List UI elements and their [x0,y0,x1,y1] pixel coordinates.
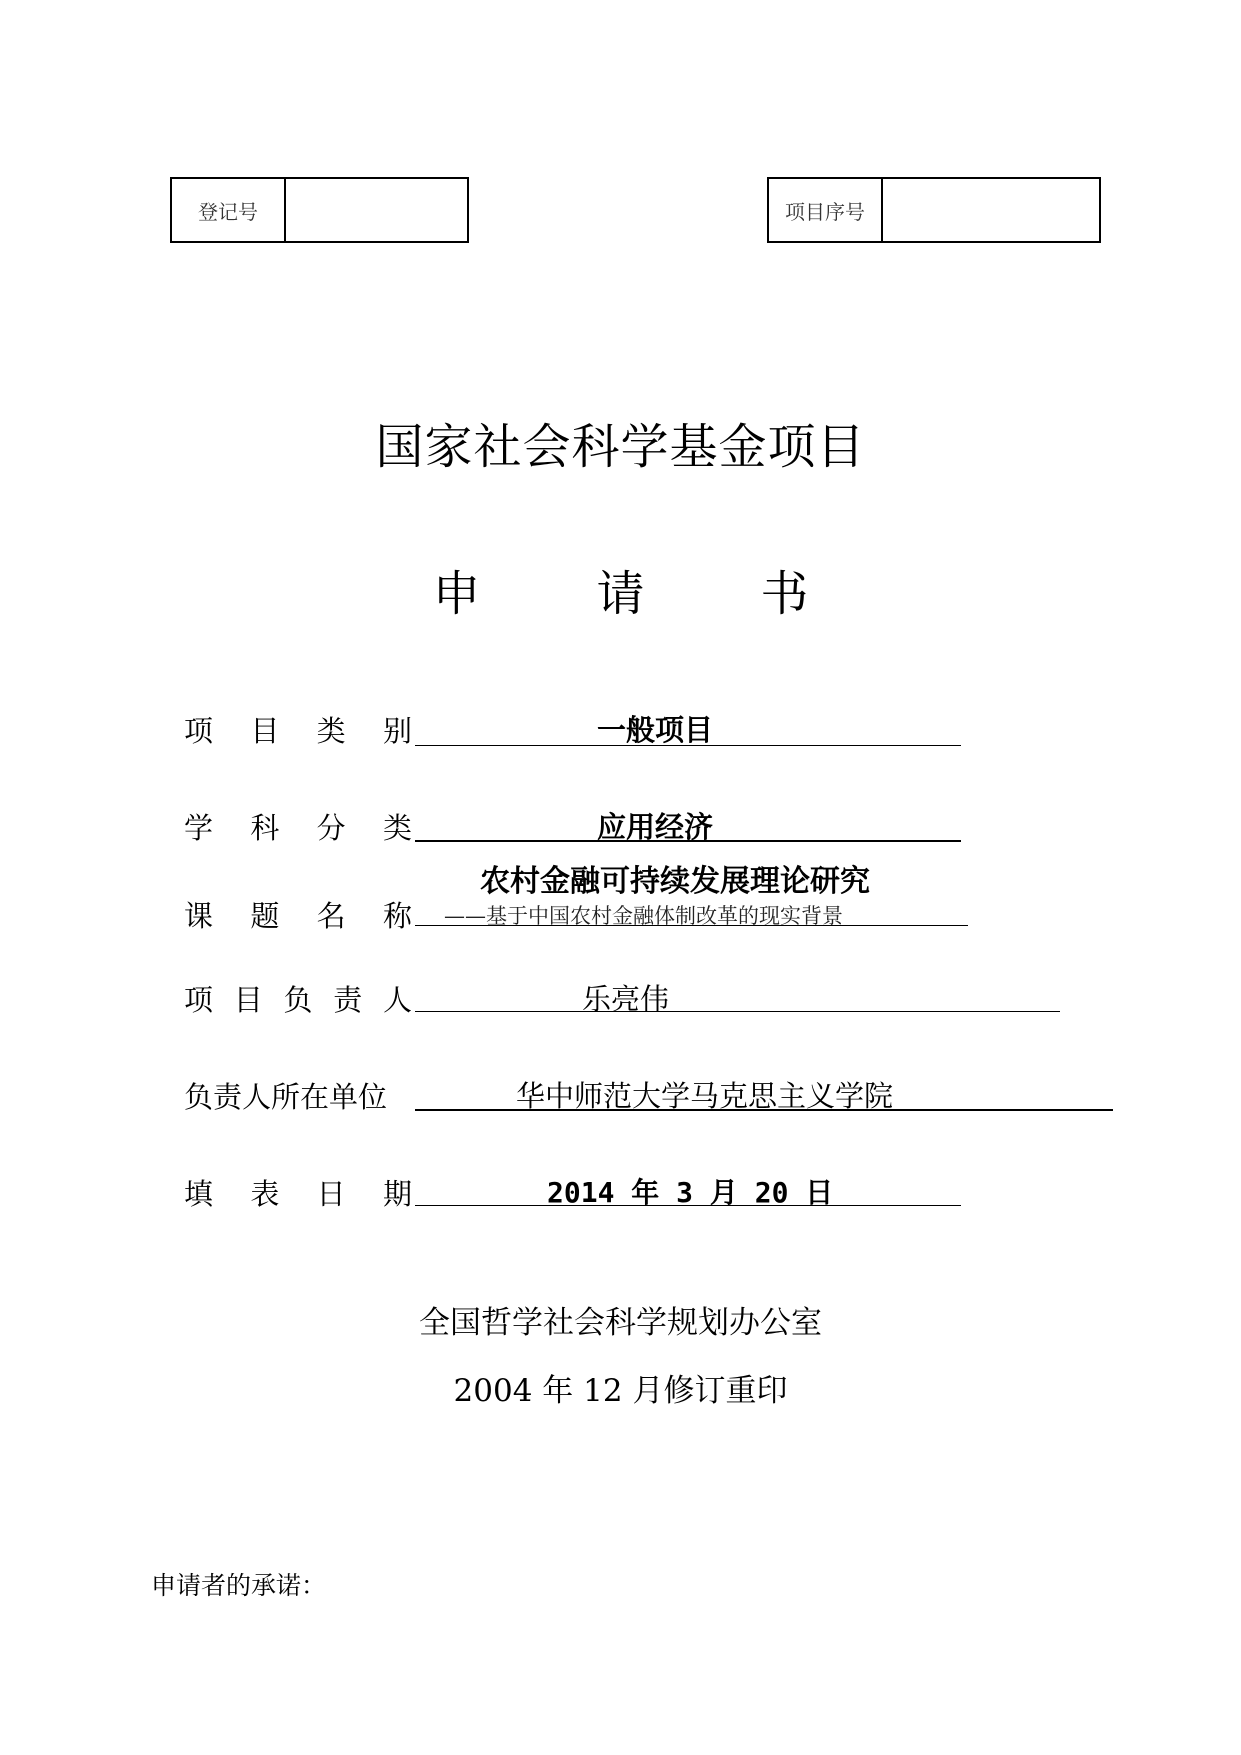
leader-label: 项 目 负 责 人 [184,983,412,1017]
registration-number-field[interactable] [286,179,467,241]
date-label: 填 表 日 期 [184,1177,412,1211]
topic-title[interactable]: 农村金融可持续发展理论研究 [480,864,870,899]
discipline-label: 学 科 分 类 [184,811,412,845]
registration-number-label: 登记号 [172,179,286,241]
category-label: 项 目 类 别 [184,714,412,748]
document-title: 国家社会科学基金项目 [375,419,866,475]
document-subtitle [0,555,1241,624]
topic-underline [415,925,968,926]
revision-note: 2004 年 12 月修订重印 [453,1373,788,1409]
leader-value[interactable]: 乐亮伟 [582,982,670,1016]
topic-subtitle[interactable]: ——基于中国农村金融体制改革的现实背景 [444,904,843,928]
discipline-value[interactable]: 应用经济 [597,810,714,844]
issuing-office: 全国哲学社会科学规划办公室 [419,1305,822,1341]
project-sequence-label: 项目序号 [769,179,883,241]
project-sequence-box [767,177,1101,243]
unit-value[interactable]: 华中师范大学马克思主义学院 [516,1079,894,1113]
subtitle-char: 申 [432,566,481,622]
subtitle-char: 书 [760,566,809,622]
registration-number-box [170,177,469,243]
leader-underline [415,1011,1060,1012]
project-sequence-field[interactable] [883,179,1099,241]
topic-label: 课 题 名 称 [184,899,412,933]
pledge-heading: 申请者的承诺： [151,1571,327,1600]
subtitle-char: 请 [596,566,645,622]
unit-label: 负责人所在单位 [184,1080,388,1114]
date-value[interactable]: 2014 年 3 月 20 日 [547,1176,834,1209]
category-value[interactable]: 一般项目 [597,713,714,747]
